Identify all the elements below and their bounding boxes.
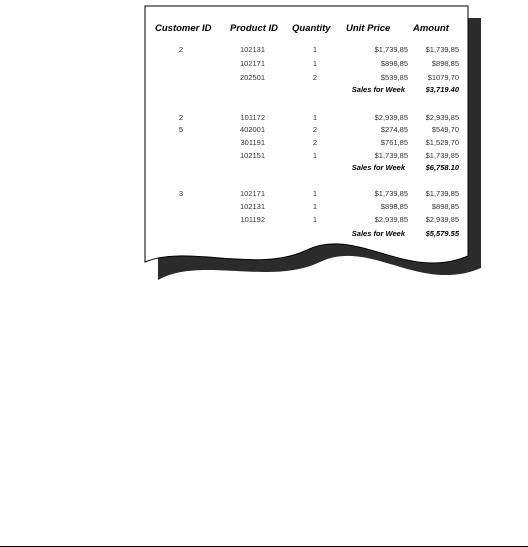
cell-quantity: 1 [312, 151, 318, 160]
cell-unit-price: $1,739,85 [374, 151, 408, 160]
cell-amount: $898,85 [431, 202, 459, 211]
header-customer-id: Customer ID [155, 23, 212, 34]
cell-quantity: 1 [312, 45, 318, 54]
subtotal-label: Sales for Week [351, 229, 405, 238]
cell-customer: 2 [178, 45, 184, 54]
header-product-id: Product ID [230, 23, 279, 34]
cell-product: 102131 [239, 202, 265, 211]
cell-amount: $1,739,85 [425, 45, 459, 54]
cell-unit-price: $898,85 [380, 202, 408, 211]
cell-product: 102171 [239, 189, 265, 198]
subtotal-label: Sales for Week [351, 163, 405, 172]
cell-product: 102131 [239, 45, 265, 54]
header-quantity: Quantity [292, 23, 331, 34]
subtotal-value: $6,758.10 [425, 163, 459, 172]
cell-amount: $898,85 [431, 59, 459, 68]
header-unit-price: Unit Price [346, 23, 391, 34]
cell-amount: $2,939,85 [425, 113, 459, 122]
cell-product: 301191 [240, 138, 265, 147]
cell-product: 402001 [239, 125, 265, 134]
cell-product: 102171 [239, 59, 265, 68]
cell-unit-price: $539,85 [380, 73, 408, 82]
cell-product: 102151 [239, 151, 265, 160]
cell-customer: 5 [178, 125, 184, 134]
cell-customer: 3 [178, 189, 184, 198]
cell-product: 101192 [240, 215, 265, 224]
cell-amount: $1,739,85 [425, 189, 459, 198]
cell-quantity: 2 [312, 125, 318, 134]
subtotal-label: Sales for Week [351, 85, 405, 94]
sales-report [145, 0, 465, 300]
subtotal-value: $3,719.40 [425, 85, 459, 94]
cell-amount: $1079,70 [427, 73, 459, 82]
cell-unit-price: $898,85 [380, 59, 408, 68]
cell-unit-price: $1,739,85 [374, 189, 408, 198]
header-amount: Amount [413, 23, 449, 34]
cell-amount: $1,529,70 [425, 138, 459, 147]
cell-unit-price: $2,939,85 [374, 215, 408, 224]
cell-customer: 2 [178, 113, 184, 122]
cell-product: 101172 [240, 113, 265, 122]
subtotal-value: $5,579.55 [425, 229, 459, 238]
cell-unit-price: $761,85 [380, 138, 408, 147]
cell-unit-price: $2,939,85 [374, 113, 408, 122]
cell-unit-price: $1,739,85 [374, 45, 408, 54]
cell-quantity: 1 [312, 202, 318, 211]
cell-amount: $549,70 [431, 125, 459, 134]
cell-product: 202501 [239, 73, 265, 82]
cell-amount: $2,939,85 [425, 215, 459, 224]
cell-quantity: 2 [312, 138, 318, 147]
cell-quantity: 1 [312, 189, 318, 198]
cell-unit-price: $274,85 [380, 125, 408, 134]
cell-amount: $1,739,85 [425, 151, 459, 160]
cell-quantity: 1 [312, 113, 318, 122]
cell-quantity: 2 [312, 73, 318, 82]
cell-quantity: 1 [312, 215, 318, 224]
cell-quantity: 1 [312, 59, 318, 68]
